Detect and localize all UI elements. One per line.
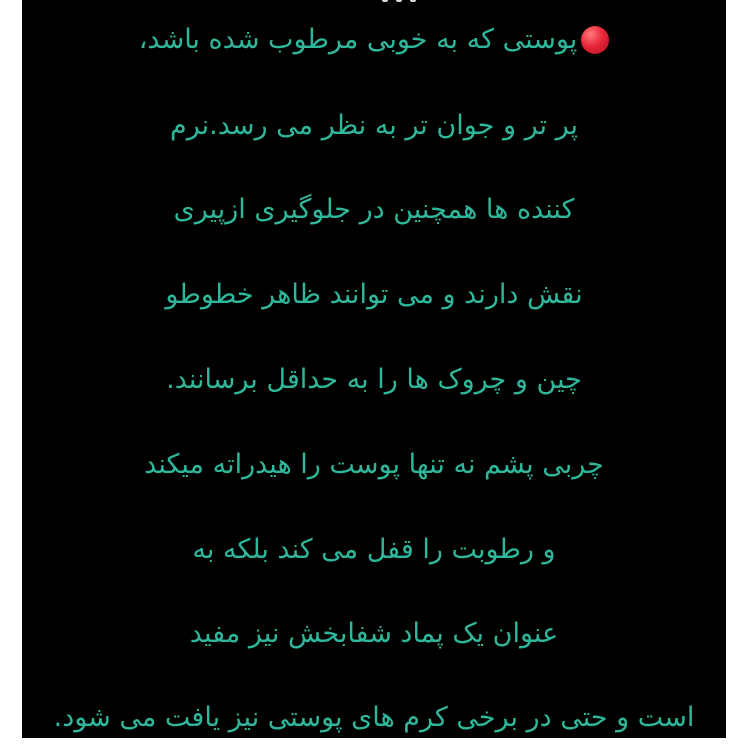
message-line-1-text: پوستی که به خوبی مرطوب شده باشد، [138, 24, 578, 55]
message-line-7: و رطوبت را قفل می کند بلکه به [192, 534, 556, 565]
message-panel [22, 0, 726, 738]
message-text [22, 0, 726, 738]
message-line-9: است و حتی در برخی کرم های پوستی نیز یافت می شود. [53, 702, 695, 733]
message-line-5: چین و چروک ها را به حداقل برسانند. [166, 364, 582, 395]
message-line-6: چربی پشم نه تنها پوست را هیدراته میکند [144, 449, 604, 480]
red-circle-icon [581, 26, 609, 54]
message-line-1 [22, 22, 726, 58]
message-line-4: نقش دارند و می توانند ظاهر خطوطو [165, 279, 583, 310]
message-line-8: عنوان یک پماد شفابخش نیز مفید [189, 618, 559, 649]
message-line-3: کننده ها همچنین در جلوگیری ازپیری [173, 194, 575, 225]
message-line-2: پر تر و جوان تر به نظر می رسد.نرم [170, 110, 578, 141]
